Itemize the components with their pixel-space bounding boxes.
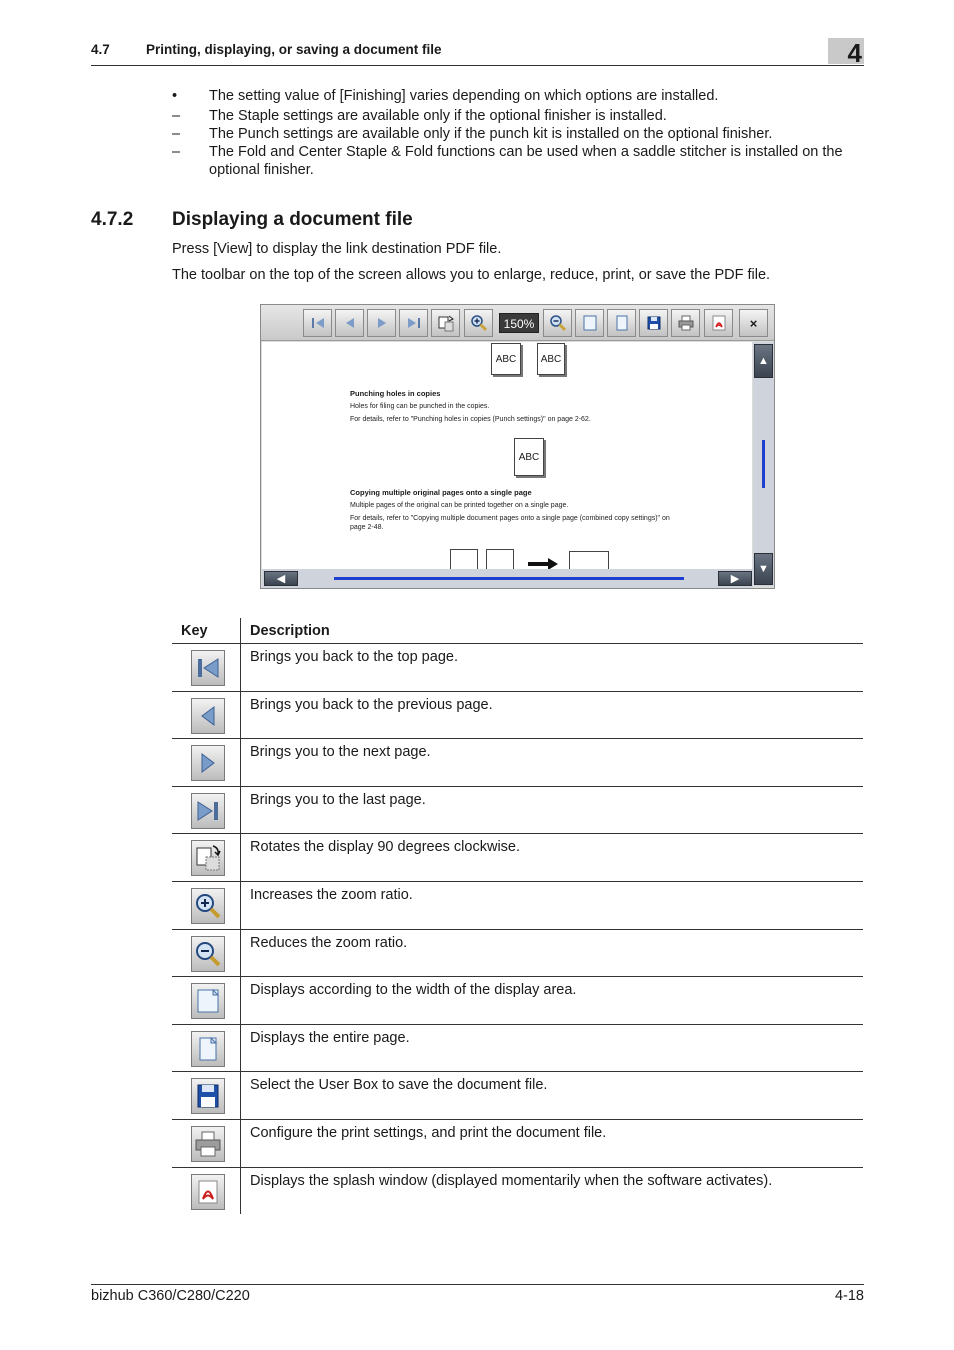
key-table — [172, 618, 863, 1215]
page-footer — [91, 1284, 864, 1304]
chapter-number: 4 — [847, 38, 862, 68]
bullet-mark: • — [172, 88, 178, 104]
page-text: page 2-48. — [350, 524, 384, 531]
page-heading: Punching holes in copies — [350, 389, 441, 398]
horizontal-scrollbar[interactable] — [262, 569, 753, 588]
page-illustration — [486, 549, 514, 569]
vertical-scrollbar[interactable] — [753, 342, 774, 586]
first-page-icon — [310, 316, 326, 330]
row-description: Configure the print settings, and print the document file. — [250, 1124, 607, 1141]
page-text: Holes for filing can be punched in the copies. — [350, 403, 490, 410]
rotate-icon — [437, 314, 455, 332]
last-page-icon — [191, 793, 225, 829]
rotate-button[interactable] — [431, 309, 460, 337]
dash-mark: – — [172, 126, 181, 142]
fit-page-icon — [614, 314, 630, 332]
row-description: Reduces the zoom ratio. — [250, 934, 408, 951]
rotate-icon — [191, 840, 225, 876]
page-text: For details, refer to "Copying multiple document pages onto a single page (combined copy settings)" on — [350, 515, 670, 522]
table-row — [172, 1025, 863, 1073]
close-button[interactable] — [739, 309, 768, 337]
dash-mark: – — [172, 144, 181, 160]
table-row — [172, 834, 863, 882]
document-view[interactable] — [262, 342, 752, 569]
pdf-splash-button[interactable] — [704, 309, 733, 337]
arrow-right-icon — [528, 558, 558, 569]
table-row — [172, 882, 863, 930]
next-page-icon — [375, 316, 389, 330]
paragraph: Press [View] to display the link destination PDF file. — [172, 241, 502, 257]
table-row — [172, 930, 863, 978]
table-header-row — [172, 618, 863, 644]
zoom-in-button[interactable] — [464, 309, 493, 337]
previous-page-icon — [191, 698, 225, 734]
print-icon — [191, 1126, 225, 1162]
viewer-toolbar — [261, 305, 774, 341]
page-illustration: ABC — [514, 438, 544, 476]
note-text: The Staple settings are available only if the optional finisher is installed. — [209, 108, 667, 124]
page-heading: Copying multiple original pages onto a single page — [350, 488, 532, 497]
paragraph: The toolbar on the top of the screen allows you to enlarge, reduce, print, or save the PDF file. — [172, 267, 771, 283]
zoom-out-icon — [191, 936, 225, 972]
previous-page-icon — [343, 316, 357, 330]
row-description: Displays the splash window (displayed momentarily when the software activates). — [250, 1172, 773, 1189]
row-description: Rotates the display 90 degrees clockwise. — [250, 839, 521, 856]
section-title: Displaying a document file — [172, 209, 413, 230]
page-illustration: ABC — [491, 343, 521, 375]
last-page-icon — [406, 316, 422, 330]
row-description: Increases the zoom ratio. — [250, 886, 413, 903]
chapter-tab — [828, 38, 864, 68]
note-text: The Fold and Center Staple & Fold functions can be used when a saddle stitcher is installed on the optional finisher. — [209, 144, 843, 178]
last-page-button[interactable] — [399, 309, 428, 337]
arrow-right-icon: ▶ — [730, 573, 740, 585]
arrow-down-icon: ▼ — [758, 563, 769, 575]
horizontal-scroll-thumb[interactable] — [334, 577, 684, 580]
description-column-header: Description — [250, 623, 330, 639]
page-illustration — [450, 549, 478, 569]
row-description: Displays the entire page. — [250, 1029, 410, 1046]
row-description: Brings you to the next page. — [250, 744, 431, 761]
scroll-down-button[interactable] — [754, 553, 773, 585]
table-row — [172, 692, 863, 740]
key-column-header: Key — [181, 623, 208, 639]
zoom-in-icon — [191, 888, 225, 924]
zoom-in-icon — [470, 314, 488, 332]
footer-model: bizhub C360/C280/C220 — [91, 1288, 250, 1304]
row-description: Select the User Box to save the document file. — [250, 1077, 548, 1094]
previous-page-button[interactable] — [335, 309, 364, 337]
first-page-button[interactable] — [303, 309, 332, 337]
next-page-button[interactable] — [367, 309, 396, 337]
note-text: The setting value of [Finishing] varies depending on which options are installed. — [209, 88, 719, 104]
table-row — [172, 1168, 863, 1216]
print-icon — [677, 315, 695, 331]
table-row — [172, 977, 863, 1025]
vertical-scroll-thumb[interactable] — [762, 440, 765, 488]
save-icon — [191, 1078, 225, 1114]
note-text: The Punch settings are available only if the punch kit is installed on the optional finisher. — [209, 126, 773, 142]
header-section-number: 4.7 — [91, 42, 110, 57]
table-row — [172, 1072, 863, 1120]
table-row — [172, 787, 863, 835]
zoom-out-button[interactable] — [543, 309, 572, 337]
save-icon — [646, 315, 662, 331]
row-description: Brings you back to the top page. — [250, 649, 458, 665]
close-icon: × — [749, 315, 758, 331]
pdf-icon — [191, 1174, 225, 1210]
first-page-icon — [191, 650, 225, 686]
save-button[interactable] — [639, 309, 668, 337]
section-number: 4.7.2 — [91, 209, 134, 230]
scroll-left-button[interactable] — [264, 571, 298, 586]
row-description: Brings you to the last page. — [250, 791, 426, 808]
page-header — [91, 38, 864, 66]
page-text: For details, refer to "Punching holes in copies (Punch settings)" on page 2-62. — [350, 416, 591, 423]
fit-page-button[interactable] — [607, 309, 636, 337]
scroll-right-button[interactable] — [718, 571, 752, 586]
scroll-up-button[interactable] — [754, 344, 773, 378]
header-section-title: Printing, displaying, or saving a document file — [146, 42, 442, 57]
page-illustration — [569, 551, 609, 569]
next-page-icon — [191, 745, 225, 781]
table-row — [172, 1120, 863, 1168]
fit-width-button[interactable] — [575, 309, 604, 337]
pdf-viewer-screenshot — [260, 304, 775, 589]
zoom-out-icon — [549, 314, 567, 332]
fit-width-icon — [582, 314, 598, 332]
zoom-level-display: 150% — [499, 313, 539, 333]
fit-page-icon — [191, 1031, 225, 1067]
page-illustration: ABC — [537, 343, 565, 375]
arrow-up-icon: ▲ — [758, 355, 769, 367]
print-button[interactable] — [671, 309, 700, 337]
row-description: Displays according to the width of the display area. — [250, 982, 577, 999]
fit-width-icon — [191, 983, 225, 1019]
dash-mark: – — [172, 108, 181, 124]
pdf-icon — [711, 314, 727, 332]
footer-page-number: 4-18 — [834, 1288, 864, 1304]
arrow-left-icon: ◀ — [276, 573, 286, 585]
row-description: Brings you back to the previous page. — [250, 696, 493, 713]
page-text: Multiple pages of the original can be printed together on a single page. — [350, 502, 569, 509]
table-row — [172, 644, 863, 692]
table-row — [172, 739, 863, 787]
